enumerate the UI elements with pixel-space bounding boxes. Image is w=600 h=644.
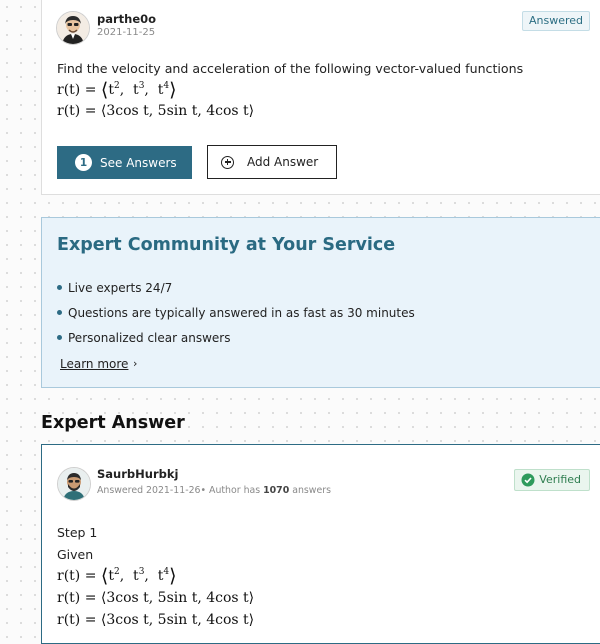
add-answer-label: Add Answer xyxy=(247,155,319,169)
answer-formula-3: r(t) = ⟨3cos t, 5sin t, 4cos t⟩ xyxy=(57,612,255,628)
question-formula-1: $r(t) = ⟨t^2$, $t^3$, $t^4⟩$ xyxy=(57,79,177,101)
answer-username[interactable]: SaurbHurbkj xyxy=(97,467,179,481)
plus-circle-icon xyxy=(221,156,234,169)
step-label: Step 1 xyxy=(57,525,98,540)
chevron-right-icon[interactable]: › xyxy=(133,357,138,370)
given-label: Given xyxy=(57,547,94,562)
learn-more-link[interactable]: Learn more xyxy=(60,357,129,371)
expert-answer-heading: Expert Answer xyxy=(41,413,185,433)
bullet-icon xyxy=(57,335,62,340)
promo-title: Expert Community at Your Service xyxy=(57,235,396,255)
avatar-icon[interactable] xyxy=(56,11,90,45)
status-badge: Answered xyxy=(522,11,590,31)
list-item: Questions are typically answered in as fast as 30 minutes xyxy=(57,300,415,325)
answer-formula-2: r(t) = ⟨3cos t, 5sin t, 4cos t⟩ xyxy=(57,590,255,606)
see-answers-button[interactable] xyxy=(57,146,192,179)
add-answer-button[interactable] xyxy=(207,145,337,179)
question-formula-2: r(t) = ⟨3cos t, 5sin t, 4cos t⟩ xyxy=(57,103,255,119)
bullet-icon xyxy=(57,285,62,290)
question-username[interactable]: parthe0o xyxy=(97,12,157,26)
answer-meta: Answered 2021-11-26• Author has 1070 answers xyxy=(97,485,331,496)
avatar-icon[interactable] xyxy=(57,467,91,501)
answer-card xyxy=(41,444,600,644)
promo-feature-list xyxy=(57,275,415,350)
check-badge-icon xyxy=(521,473,535,487)
see-answers-label: See Answers xyxy=(100,155,177,170)
question-card xyxy=(41,0,600,195)
bullet-icon xyxy=(57,310,62,315)
question-date: 2021-11-25 xyxy=(97,27,156,38)
question-text: Find the velocity and acceleration of the following vector-valued functions xyxy=(57,61,524,76)
answer-formula-1: $r(t) = ⟨t^2$, $t^3$, $t^4⟩$ xyxy=(57,565,177,587)
expert-community-banner xyxy=(41,217,600,388)
answers-count-badge: 1 xyxy=(75,154,92,171)
list-item: Personalized clear answers xyxy=(57,325,415,350)
verified-badge: Verified xyxy=(514,469,590,491)
list-item: Live experts 24/7 xyxy=(57,275,415,300)
